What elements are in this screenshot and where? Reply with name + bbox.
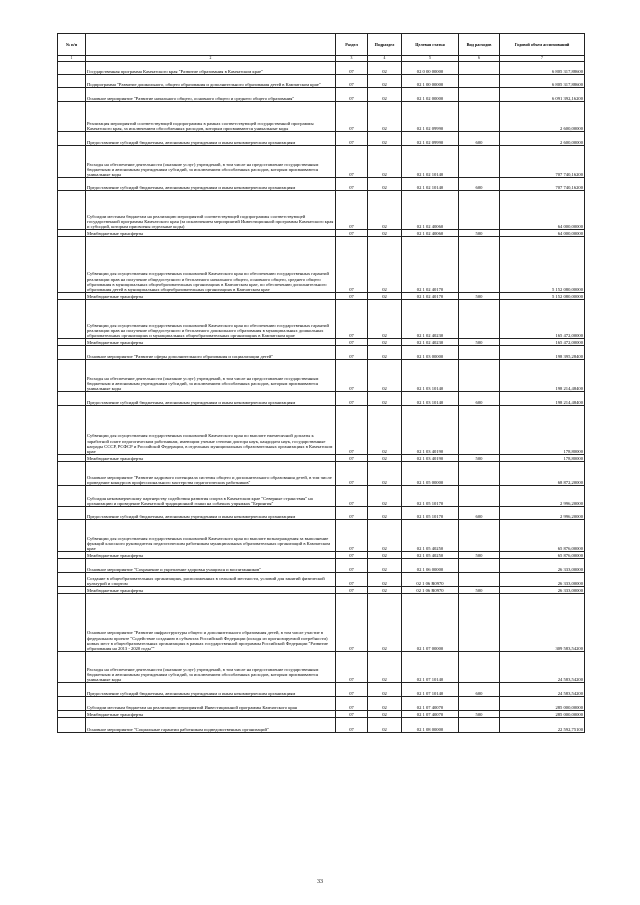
row-razdel-cell: 07 (336, 587, 368, 594)
row-amount-cell: 26 333,00000 (500, 573, 585, 587)
row-number-cell (58, 230, 86, 237)
row-amount-cell: 26 333,00000 (500, 587, 585, 594)
row-podrazdel-cell: 02 (368, 559, 402, 573)
row-number-cell (58, 191, 86, 230)
row-target-article-cell: 02 1 06 R0970 (402, 587, 459, 594)
row-target-article-cell: 02 1 02 40060 (402, 191, 459, 230)
row-amount-cell: 24 583,54200 (500, 652, 585, 683)
row-name-cell: Основное мероприятие "Развитие сферы дополнительного образования и социализации детей" (86, 346, 336, 360)
row-razdel-cell: 07 (336, 594, 368, 652)
row-target-article-cell: 02 1 02 09990 (402, 132, 459, 146)
table-row (58, 339, 585, 346)
row-target-article-cell: 02 1 07 00000 (402, 594, 459, 652)
row-podrazdel-cell: 02 (368, 237, 402, 293)
table-row (58, 392, 585, 406)
header-expense-type: Вид расходов (459, 34, 500, 56)
row-podrazdel-cell: 02 (368, 462, 402, 486)
row-expense-type-cell: 500 (459, 230, 500, 237)
row-amount-cell: 5 152 080,00000 (500, 237, 585, 293)
row-amount-cell: 64 000,00000 (500, 191, 585, 230)
row-number-cell (58, 339, 86, 346)
row-razdel-cell: 07 (336, 346, 368, 360)
table-row (58, 652, 585, 683)
row-number-cell (58, 559, 86, 573)
row-expense-type-cell (459, 406, 500, 455)
row-podrazdel-cell: 02 (368, 711, 402, 718)
row-podrazdel-cell: 02 (368, 652, 402, 683)
row-target-article-cell: 02 0 00 00000 (402, 62, 459, 75)
row-number-cell (58, 346, 86, 360)
row-number-cell (58, 697, 86, 711)
row-razdel-cell: 07 (336, 237, 368, 293)
row-expense-type-cell: 600 (459, 507, 500, 520)
row-expense-type-cell (459, 237, 500, 293)
row-razdel-cell: 07 (336, 559, 368, 573)
table-body (58, 62, 585, 733)
row-target-article-cell: 02 1 05 40250 (402, 520, 459, 552)
column-number: 3 (336, 56, 368, 62)
row-amount-cell: 198 214,48400 (500, 392, 585, 406)
row-name-cell: Субвенции для осуществления государственных полномочий Камчатского края по выплате ежемесячной доплаты к заработной плате педагогическим работникам, имеющим ученые степени доктора наук, кандидата наук, государственные награды СССР, РСФСР и Российской Федерации, в отдельных муниципальных образовательных организациях в Камчатском крае (86, 406, 336, 455)
row-razdel-cell: 07 (336, 293, 368, 300)
row-expense-type-cell (459, 462, 500, 486)
row-podrazdel-cell: 02 (368, 88, 402, 102)
table-row (58, 191, 585, 230)
column-number: 6 (459, 56, 500, 62)
row-razdel-cell: 07 (336, 75, 368, 88)
row-podrazdel-cell: 02 (368, 191, 402, 230)
row-number-cell (58, 573, 86, 587)
row-razdel-cell: 07 (336, 718, 368, 733)
table-row (58, 346, 585, 360)
row-amount-cell: 309 583,54200 (500, 594, 585, 652)
row-podrazdel-cell: 02 (368, 486, 402, 507)
row-amount-cell: 165 472,00000 (500, 300, 585, 339)
row-name-cell: Субсидии местным бюджетам на реализацию мероприятий соответствующей подпрограммы соответствующей государственной программы Камчатского края (за исключением мероприятий Инвестиционной программы Камчатского края и субсидий, которым присвоены отдельные коды) (86, 191, 336, 230)
row-amount-cell: 285 000,00000 (500, 711, 585, 718)
row-name-cell: Расходы на обеспечение деятельности (оказание услуг) учреждений, в том числе на предоставление государственным бюджетным и автономным учреждениям субсидий, за исключением обособленных расходов, которым присваиваются уникальные коды (86, 652, 336, 683)
row-razdel-cell: 07 (336, 573, 368, 587)
row-amount-cell: 6 805 317,88600 (500, 62, 585, 75)
column-number: 7 (500, 56, 585, 62)
row-expense-type-cell (459, 520, 500, 552)
table-row (58, 62, 585, 75)
row-amount-cell: 26 333,00000 (500, 559, 585, 573)
row-razdel-cell: 07 (336, 697, 368, 711)
row-expense-type-cell (459, 102, 500, 132)
row-amount-cell: 165 472,00000 (500, 339, 585, 346)
row-number-cell (58, 132, 86, 146)
row-expense-type-cell: 500 (459, 455, 500, 462)
header-name (86, 34, 336, 56)
row-name-cell: Государственная программа Камчатского края "Развитие образования в Камчатском крае" (86, 62, 336, 75)
table-row (58, 552, 585, 559)
row-razdel-cell: 07 (336, 102, 368, 132)
row-name-cell: Реализация мероприятий соответствующей подпрограммы в рамках соответствующей государственной программы Камчатского края, за исключением обособленных расходов, которым присваиваются уникальные коды (86, 102, 336, 132)
row-name-cell: Предоставление субсидий бюджетным, автономным учреждениям и иным некоммерческим организациям (86, 507, 336, 520)
row-name-cell: Основное мероприятие "Социальные гарантии работникам подведомственных организаций" (86, 718, 336, 733)
table-row (58, 300, 585, 339)
row-podrazdel-cell: 02 (368, 62, 402, 75)
row-number-cell (58, 75, 86, 88)
row-name-cell: Основное мероприятие "Сохранение и укрепление здоровья учащихся и воспитанников" (86, 559, 336, 573)
row-target-article-cell: 02 1 08 00000 (402, 718, 459, 733)
row-expense-type-cell (459, 62, 500, 75)
table-row (58, 697, 585, 711)
row-podrazdel-cell: 02 (368, 102, 402, 132)
row-target-article-cell: 02 1 02 40170 (402, 237, 459, 293)
row-amount-cell: 707 740,16200 (500, 146, 585, 178)
row-podrazdel-cell: 02 (368, 360, 402, 392)
row-amount-cell: 178,80000 (500, 455, 585, 462)
row-podrazdel-cell: 02 (368, 594, 402, 652)
row-razdel-cell: 07 (336, 507, 368, 520)
table-row (58, 360, 585, 392)
row-name-cell: Межбюджетные трансферты (86, 230, 336, 237)
row-expense-type-cell (459, 146, 500, 178)
row-razdel-cell: 07 (336, 520, 368, 552)
row-number-cell (58, 507, 86, 520)
row-number-cell (58, 406, 86, 455)
row-name-cell: Предоставление субсидий бюджетным, автономным учреждениям и иным некоммерческим организациям (86, 132, 336, 146)
table-row (58, 293, 585, 300)
row-podrazdel-cell: 02 (368, 507, 402, 520)
table-row (58, 683, 585, 697)
row-expense-type-cell (459, 559, 500, 573)
row-number-cell (58, 711, 86, 718)
row-razdel-cell: 07 (336, 88, 368, 102)
table-row (58, 594, 585, 652)
row-razdel-cell: 07 (336, 652, 368, 683)
row-amount-cell: 2 996,20000 (500, 486, 585, 507)
row-name-cell: Расходы на обеспечение деятельности (оказание услуг) учреждений, в том числе на предоставление государственным бюджетным и автономным учреждениям субсидий, за исключением обособленных расходов, которым присваиваются уникальные коды (86, 146, 336, 178)
row-amount-cell: 178,80000 (500, 406, 585, 455)
table-row (58, 146, 585, 178)
row-expense-type-cell: 600 (459, 683, 500, 697)
table-row (58, 507, 585, 520)
header-target-article: Целевая статья (402, 34, 459, 56)
table-row (58, 587, 585, 594)
row-razdel-cell: 07 (336, 455, 368, 462)
row-podrazdel-cell: 02 (368, 75, 402, 88)
row-number-cell (58, 360, 86, 392)
row-name-cell: Субвенции для осуществления государственных полномочий Камчатского края по обеспечению государственных гарантий реализации прав на получение общедоступного и бесплатного дошкольного образования в муниципальных дошкольных образовательных организациях и муниципальных общеобразовательных организациях в Камчатском крае (86, 300, 336, 339)
table-row (58, 711, 585, 718)
header-razdel: Раздел (336, 34, 368, 56)
row-razdel-cell: 07 (336, 683, 368, 697)
row-name-cell: Предоставление субсидий бюджетным, автономным учреждениям и иным некоммерческим организациям (86, 683, 336, 697)
row-expense-type-cell (459, 573, 500, 587)
row-razdel-cell: 07 (336, 339, 368, 346)
row-razdel-cell: 07 (336, 178, 368, 191)
row-razdel-cell: 07 (336, 191, 368, 230)
row-number-cell (58, 455, 86, 462)
row-name-cell: Межбюджетные трансферты (86, 339, 336, 346)
row-target-article-cell: 02 1 02 10140 (402, 146, 459, 178)
row-number-cell (58, 486, 86, 507)
row-target-article-cell: 02 1 03 40190 (402, 406, 459, 455)
table-row (58, 462, 585, 486)
row-expense-type-cell (459, 346, 500, 360)
row-target-article-cell: 02 1 02 40230 (402, 300, 459, 339)
row-number-cell (58, 178, 86, 191)
row-podrazdel-cell: 02 (368, 406, 402, 455)
row-number-cell (58, 62, 86, 75)
header-annual-amount: Годовой объем ассигнований (500, 34, 585, 56)
row-target-article-cell: 02 1 02 00000 (402, 88, 459, 102)
table-row (58, 102, 585, 132)
row-amount-cell: 22 592,75100 (500, 718, 585, 733)
table-row (58, 455, 585, 462)
row-target-article-cell: 02 1 02 10140 (402, 178, 459, 191)
row-expense-type-cell: 600 (459, 178, 500, 191)
row-name-cell: Межбюджетные трансферты (86, 552, 336, 559)
row-name-cell: Создание в общеобразовательных организациях, расположенных в сельской местности, условий для занятий физической культурой и спортом (86, 573, 336, 587)
row-razdel-cell: 07 (336, 300, 368, 339)
row-podrazdel-cell: 02 (368, 230, 402, 237)
row-expense-type-cell (459, 697, 500, 711)
row-razdel-cell: 07 (336, 230, 368, 237)
row-number-cell (58, 293, 86, 300)
row-name-cell: Основное мероприятие "Развитие начального общего, основного общего и среднего общего образования" (86, 88, 336, 102)
row-amount-cell: 5 152 080,00000 (500, 293, 585, 300)
row-razdel-cell: 07 (336, 392, 368, 406)
row-razdel-cell: 07 (336, 552, 368, 559)
row-name-cell: Субвенции для осуществления государственных полномочий Камчатского края по выплате вознаграждения за выполнение функций классного руководителя педагогическим работникам муниципальных образовательных организаций в Камчатском крае (86, 520, 336, 552)
row-expense-type-cell (459, 486, 500, 507)
row-razdel-cell: 07 (336, 711, 368, 718)
row-number-cell (58, 718, 86, 733)
row-expense-type-cell (459, 652, 500, 683)
row-target-article-cell: 02 1 00 00000 (402, 75, 459, 88)
row-name-cell: Межбюджетные трансферты (86, 711, 336, 718)
row-number-cell (58, 652, 86, 683)
header-number: № п/п (58, 34, 86, 56)
row-amount-cell: 2 600,00000 (500, 102, 585, 132)
row-name-cell: Субсидии местным бюджетам на реализацию мероприятий Инвестиционной программы Камчатского края (86, 697, 336, 711)
row-expense-type-cell (459, 191, 500, 230)
column-number: 1 (58, 56, 86, 62)
row-amount-cell: 24 583,54200 (500, 683, 585, 697)
column-number: 2 (86, 56, 336, 62)
row-target-article-cell: 02 1 02 09990 (402, 102, 459, 132)
row-target-article-cell: 02 1 07 40070 (402, 711, 459, 718)
row-expense-type-cell (459, 360, 500, 392)
row-number-cell (58, 594, 86, 652)
row-target-article-cell: 02 1 05 40250 (402, 552, 459, 559)
row-expense-type-cell: 500 (459, 711, 500, 718)
row-podrazdel-cell: 02 (368, 520, 402, 552)
row-expense-type-cell: 500 (459, 552, 500, 559)
table-row (58, 88, 585, 102)
row-number-cell (58, 392, 86, 406)
row-razdel-cell: 07 (336, 406, 368, 455)
row-razdel-cell: 07 (336, 62, 368, 75)
row-expense-type-cell (459, 718, 500, 733)
row-podrazdel-cell: 02 (368, 132, 402, 146)
table-row (58, 520, 585, 552)
row-target-article-cell: 02 1 07 10140 (402, 652, 459, 683)
row-expense-type-cell: 500 (459, 339, 500, 346)
row-expense-type-cell: 600 (459, 392, 500, 406)
row-podrazdel-cell: 02 (368, 587, 402, 594)
row-razdel-cell: 07 (336, 486, 368, 507)
table-header (58, 34, 585, 62)
row-podrazdel-cell: 02 (368, 683, 402, 697)
row-target-article-cell: 02 1 02 40230 (402, 339, 459, 346)
row-name-cell: Предоставление субсидий бюджетным, автономным учреждениям и иным некоммерческим организациям (86, 392, 336, 406)
row-podrazdel-cell: 02 (368, 697, 402, 711)
row-amount-cell: 64 000,00000 (500, 230, 585, 237)
row-name-cell: Межбюджетные трансферты (86, 587, 336, 594)
row-podrazdel-cell: 02 (368, 718, 402, 733)
row-name-cell: Межбюджетные трансферты (86, 293, 336, 300)
row-amount-cell: 6 091 392,16200 (500, 88, 585, 102)
row-podrazdel-cell: 02 (368, 178, 402, 191)
row-target-article-cell: 02 1 07 40070 (402, 697, 459, 711)
row-podrazdel-cell: 02 (368, 339, 402, 346)
page-number: 33 (317, 879, 323, 885)
row-target-article-cell: 02 1 03 10140 (402, 392, 459, 406)
row-number-cell (58, 300, 86, 339)
table-row (58, 75, 585, 88)
row-expense-type-cell (459, 75, 500, 88)
row-target-article-cell: 02 1 05 10170 (402, 486, 459, 507)
row-name-cell: Основное мероприятие "Развитие инфраструктуры общего и дополнительного образования детей, в том числе участие в федеральном проекте "Содействие созданию в субъектах Российской Федерации (исходя из прогнозируемой потребности) новых мест в общеобразовательных организациях в рамках государственной программы Российской Федерации "Развитие образования на 2013 - 2020 годы"" (86, 594, 336, 652)
row-podrazdel-cell: 02 (368, 146, 402, 178)
row-number-cell (58, 88, 86, 102)
table-row (58, 237, 585, 293)
row-target-article-cell: 02 1 07 10140 (402, 683, 459, 697)
row-target-article-cell: 02 1 06 00000 (402, 559, 459, 573)
row-razdel-cell: 07 (336, 360, 368, 392)
row-amount-cell: 6 805 317,88600 (500, 75, 585, 88)
row-podrazdel-cell: 02 (368, 573, 402, 587)
row-expense-type-cell: 600 (459, 132, 500, 146)
row-number-cell (58, 552, 86, 559)
row-name-cell: Субвенции для осуществления государственных полномочий Камчатского края по обеспечению государственных гарантий реализации прав на получение общедоступного и бесплатного начального общего, основного общего, среднего общего образования в муниципальных общеобразовательных организациях в Камчатском крае, по обеспечению дополнительного образования детей в муниципальных общеобразовательных организациях в Камчатском крае (86, 237, 336, 293)
row-name-cell: Субсидия некоммерческому партнерству содействия развития спорта в Камчатском крае "Северные странствия" на организацию и проведение Камчатской традиционной гонки на собачьих упряжках "Берингия" (86, 486, 336, 507)
table-row (58, 486, 585, 507)
row-number-cell (58, 683, 86, 697)
row-number-cell (58, 146, 86, 178)
row-razdel-cell: 07 (336, 132, 368, 146)
row-target-article-cell: 02 1 03 10140 (402, 360, 459, 392)
row-name-cell: Основное мероприятие "Развитие кадрового потенциала системы общего и дополнительного образования детей, в том числе проведение конкурсов профессионального мастерства педагогических работников" (86, 462, 336, 486)
row-amount-cell: 65 876,00000 (500, 552, 585, 559)
row-number-cell (58, 520, 86, 552)
row-target-article-cell: 02 1 05 00000 (402, 462, 459, 486)
row-number-cell (58, 237, 86, 293)
row-podrazdel-cell: 02 (368, 300, 402, 339)
table-row (58, 573, 585, 587)
row-razdel-cell: 07 (336, 146, 368, 178)
row-expense-type-cell: 500 (459, 293, 500, 300)
table-row (58, 406, 585, 455)
row-podrazdel-cell: 02 (368, 293, 402, 300)
row-target-article-cell: 02 1 03 00000 (402, 346, 459, 360)
row-target-article-cell: 02 1 05 10170 (402, 507, 459, 520)
table-row (58, 132, 585, 146)
row-target-article-cell: 02 1 06 R0970 (402, 573, 459, 587)
row-expense-type-cell (459, 88, 500, 102)
row-name-cell: Расходы на обеспечение деятельности (оказание услуг) учреждений, в том числе на предоставление государственным бюджетным и автономным учреждениям субсидий, за исключением обособленных расходов, которым присваиваются уникальные коды (86, 360, 336, 392)
row-number-cell (58, 587, 86, 594)
row-amount-cell: 65 876,00000 (500, 520, 585, 552)
row-expense-type-cell: 500 (459, 587, 500, 594)
row-amount-cell: 2 996,20000 (500, 507, 585, 520)
row-amount-cell: 198 214,48400 (500, 360, 585, 392)
budget-table (57, 33, 585, 733)
row-podrazdel-cell: 02 (368, 346, 402, 360)
table-row (58, 230, 585, 237)
row-amount-cell: 198 395,28400 (500, 346, 585, 360)
table-row (58, 178, 585, 191)
row-podrazdel-cell: 02 (368, 455, 402, 462)
row-amount-cell: 285 000,00000 (500, 697, 585, 711)
row-amount-cell: 68 872,20000 (500, 462, 585, 486)
table-row (58, 718, 585, 733)
column-number: 4 (368, 56, 402, 62)
row-target-article-cell: 02 1 02 40170 (402, 293, 459, 300)
row-name-cell: Подпрограмма "Развитие дошкольного, общего образования и дополнительного образования детей в Камчатском крае" (86, 75, 336, 88)
row-name-cell: Предоставление субсидий бюджетным, автономным учреждениям и иным некоммерческим организациям (86, 178, 336, 191)
row-podrazdel-cell: 02 (368, 552, 402, 559)
row-name-cell: Межбюджетные трансферты (86, 455, 336, 462)
row-expense-type-cell (459, 594, 500, 652)
row-podrazdel-cell: 02 (368, 392, 402, 406)
table-row (58, 559, 585, 573)
row-amount-cell: 707 740,16200 (500, 178, 585, 191)
row-number-cell (58, 102, 86, 132)
column-number: 5 (402, 56, 459, 62)
row-target-article-cell: 02 1 03 40190 (402, 455, 459, 462)
row-target-article-cell: 02 1 02 40060 (402, 230, 459, 237)
header-podrazdel: Подраздел (368, 34, 402, 56)
row-razdel-cell: 07 (336, 462, 368, 486)
row-expense-type-cell (459, 300, 500, 339)
row-number-cell (58, 462, 86, 486)
row-amount-cell: 2 600,00000 (500, 132, 585, 146)
